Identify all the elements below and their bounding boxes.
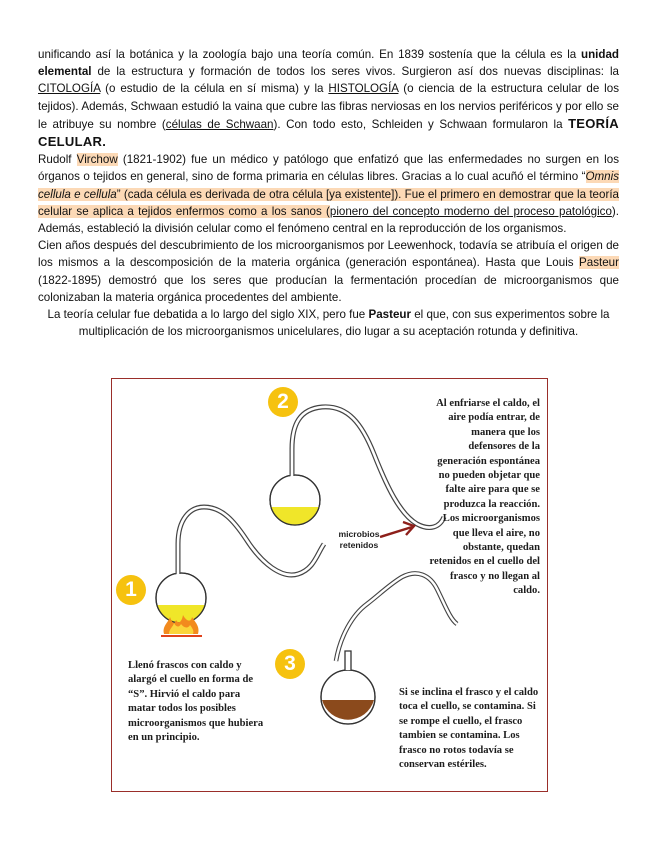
underlined-pioneer: pionero del concepto moderno del proceso patológico xyxy=(329,204,612,218)
text: unificando así la botánica y la zoología bajo una teoría común. En 1839 sostenía que la célula es la xyxy=(38,48,581,61)
term-schwaan-cells: células de Schwaan xyxy=(165,117,274,131)
highlight-pasteur: Pasteur xyxy=(579,256,619,270)
text: Rudolf xyxy=(38,153,77,167)
paragraph-virchow xyxy=(38,151,619,237)
flask-2 xyxy=(270,407,444,528)
bold-term: unidad elemental xyxy=(38,48,619,79)
text: (1822-1895) demostró que los seres que producían la fermentación procedían de microorganismos que colonizaban la materia orgánica procedentes del ambiente. xyxy=(38,273,619,304)
text: Cien años después del descubrimiento de los microorganismos por Leewenhock, todavía se atribuía el origen de los mismos a la descomposición de la materia orgánica (generación espontánea). Hasta que Louis xyxy=(38,239,619,270)
highlight-virchow: Virchow xyxy=(76,153,118,167)
paragraph-schleiden-schwaan xyxy=(38,46,619,151)
text-highlighted: ” (cada célula es derivada de otra célula [ya existente]). Fue el primero en demostrar que la teoría celular se aplica a tejidos enfermos como a los sanos ( xyxy=(38,187,619,218)
step-badge-3: 3 xyxy=(275,649,305,679)
text: de la estructura y formación de todos los seres vivos. Surgieron así dos nuevas disciplinas: la xyxy=(91,65,619,79)
caption-step-1: Llenó frascos con caldo y alargó el cuello en forma de “S”. Hirvió el caldo para matar todos los posibles microorganismos que hubiera en un principio. xyxy=(128,660,264,744)
latin-phrase: Omnis cellula e cellula xyxy=(38,170,619,201)
term-histologia: HISTOLOGÍA xyxy=(328,82,399,96)
pasteur-experiment-figure xyxy=(111,378,548,792)
caption-step-2: Al enfriarse el caldo, el aire podía entrar, de manera que los defensores de la generación espontánea no pueden objetar que falte aire para que se produzca la reacción. Los microorganismos que lleva el aire, no obstante, quedan retenidos en el cuello del frasco y no llegan al caldo. xyxy=(429,398,540,597)
text: (o ciencia de la estructura celular de los tejidos). Además, Schwaan estudió la vaina que cubre las fibras nerviosas en los nervios periféricos y por ello se le atribuye su nombre ( xyxy=(38,82,619,131)
text: La teoría celular fue debatida a lo largo del siglo XIX, pero fue xyxy=(47,308,369,322)
text: ). Además, estableció la división celular como el fenómeno central en la reproducción de los organismos. xyxy=(38,204,619,236)
bold-pasteur: Pasteur xyxy=(368,308,411,322)
document-page xyxy=(38,46,619,340)
text: (1821-1902) fue un médico y patólogo que enfatizó que las enfermedades no surgen en los órganos o tejidos en general, sino de forma primaria en células libres. Gracias a lo cual acuñó el término “ xyxy=(38,153,620,184)
term-teoria-celular: TEORÍA CELULAR. xyxy=(38,115,619,150)
text: el que, con sus experimentos sobre la multiplicación de los microorganismos unicelulares, dio lugar a su aceptación rotunda y definitiva. xyxy=(78,308,610,339)
step-badge-2: 2 xyxy=(268,387,298,417)
caption-step-3: Si se inclina el frasco y el caldo toca el cuello, se contamina. Si se rompe el cuello, el frasco tambien se contamina. Los frasco no rotos todavía se conservan estériles. xyxy=(399,687,539,771)
paragraph-conclusion xyxy=(38,306,619,340)
text: (o estudio de la célula en sí misma) y la xyxy=(100,82,329,96)
step-badge-1: 1 xyxy=(116,575,146,605)
term-citologia: CITOLOGÍA xyxy=(38,82,101,96)
text: ). Con todo esto, Schleiden y Schwaan formularon la xyxy=(273,117,569,131)
paragraph-pasteur xyxy=(38,237,619,306)
label-microbes-retained: microbios retenidos xyxy=(338,529,380,550)
